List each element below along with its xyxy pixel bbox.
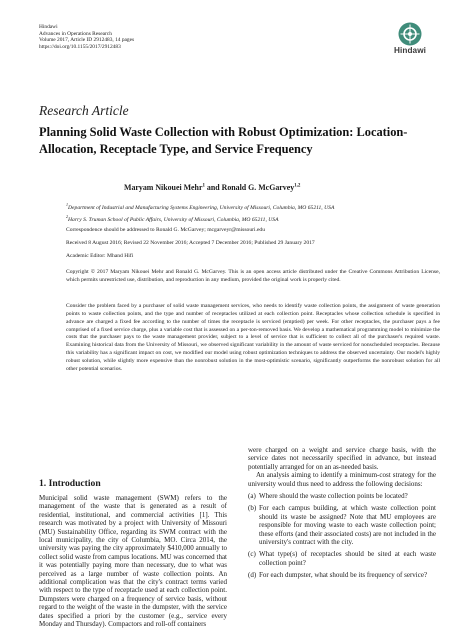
section-heading: 1. Introduction (39, 478, 101, 489)
affiliation: $^2$Harry S. Truman School of Public Affairs, University of Missouri, Columbia, MO 65211, USA (66, 213, 279, 223)
correspondence: Correspondence should be addressed to Ronald G. McGarvey; mcgarveyr@missouri.edu (66, 227, 266, 233)
article-title: Planning Solid Waste Collection with Robust Optimization: Location-Allocation, Receptacle Type, and Service Frequency (39, 125, 408, 156)
article-type: Research Article (39, 103, 129, 118)
list-item: (c) What type(s) of receptacles should be sited at each waste collection point? (248, 550, 436, 567)
decision-list (248, 492, 436, 580)
abstract: Consider the problem faced by a purchaser of solid waste management services, who needs to identify waste collection points, the assignment of waste generation points to waste collection points, and the type and number of receptacles utilized at each collection point. Receptacles whose collection schedule is specified in advance are charged a fixed fee according to the number of times the receptacle is serviced (emptied) per week. For other receptacles, the purchaser pays a fee comprised of a fixed service charge, plus a variable cost that is assessed on a per-ton-removed basis. We develop a mathematical programming model to minimize the costs that the purchaser pays to the waste management provider, subject to a level of service that is sufficient to collect all of the purchaser's required waste. Examining historical data from the University of Missouri, we observed significant variability in the amount of waste serviced for nonscheduled receptacles. Because this variability has a significant impact on cost, we modified our model using robust optimization techniques to address the observed uncertainty. Our model's highly robust solution, while slightly more expensive than the nonrobust solution in the most-optimistic scenario, significantly outperforms the nonrobust solution for all other potential scenarios. (66, 303, 440, 372)
volume-info: Volume 2017, Article ID 2912483, 14 pages (39, 37, 135, 44)
author-affiliation-mark: 1 (202, 183, 205, 189)
author-name: Ronald G. McGarvey (221, 183, 295, 192)
copyright-notice: Copyright © 2017 Maryam Nikouei Mehr and Ronald G. McGarvey. This is an open access article distributed under the Creative Commons Attribution License, which permits unrestricted use, distribution, and reproduction in any medium, provided the original work is properly cited. (66, 269, 440, 283)
publication-dates: Received 8 August 2016; Revised 22 November 2016; Accepted 7 December 2016; Published 29 January 2017 (66, 240, 315, 246)
journal-name: Advances in Operations Research (39, 30, 112, 37)
logo-text: Hindawi (393, 46, 427, 55)
affiliation: $^1$Department of Industrial and Manufacturing Systems Engineering, University of Missouri, Columbia, MO 65211, USA (66, 202, 335, 211)
list-item: (a) Where should the waste collection points be located? (248, 492, 408, 501)
doi-link[interactable]: https://doi.org/10.1155/2017/2912483 (39, 43, 121, 50)
author-list (124, 183, 300, 192)
author-joiner: and (204, 183, 222, 192)
body-paragraph: were charged on a weight and service charge basis, with the service dates not necessarily specified in advance, but instead potentially arranged for on an as-needed basis. (248, 446, 436, 471)
academic-editor: Academic Editor: Mhand Hifi (66, 253, 134, 259)
list-item: (d) For each dumpster, what should be its frequency of service? (248, 571, 428, 580)
journal-info (39, 24, 134, 50)
body-paragraph: Municipal solid waste management (SWM) refers to the management of the waste that is generated as a result of residential, institutional, and commercial activities [1]. This research was motivated by a project with University of Missouri (MU) Sustainability Office, regarding its SWM contract with the local municipality, the city of Columbia, MO. Circa 2014, the university was paying the city approximately $410,000 annually to collect solid waste from campus locations. MU was concerned that it was potentially paying more than necessary, due to what was perceived as a large number of waste collection points. An additional complication was that the city's contract terms varied with respect to the type of receptacle used at each collection point. Dumpsters were charged on a frequency of service basis, without regard to the weight of the waste in the dumpster, with the service dates specified a priori by the customer (e.g., service every Monday and Thursday). Compactors and roll-off containers (39, 494, 227, 629)
hindawi-logo-icon (397, 21, 423, 47)
body-paragraph: An analysis aiming to identify a minimum-cost strategy for the university would thus need to address the following decisions: (248, 471, 436, 488)
list-item: (b) For each campus building, at which waste collection point should its waste be assigned? Note that MU employees are responsible for moving waste to each waste collection point; these efforts (and their associated costs) are not included in the university's contract with the city. (248, 504, 436, 547)
body-column-right (248, 446, 436, 580)
affiliations (66, 201, 334, 224)
author-affiliation-mark: 1,2 (294, 183, 301, 189)
hindawi-logo (386, 21, 434, 55)
publisher-name: Hindawi (39, 24, 58, 30)
author-name: Maryam Nikouei Mehr (124, 183, 203, 192)
